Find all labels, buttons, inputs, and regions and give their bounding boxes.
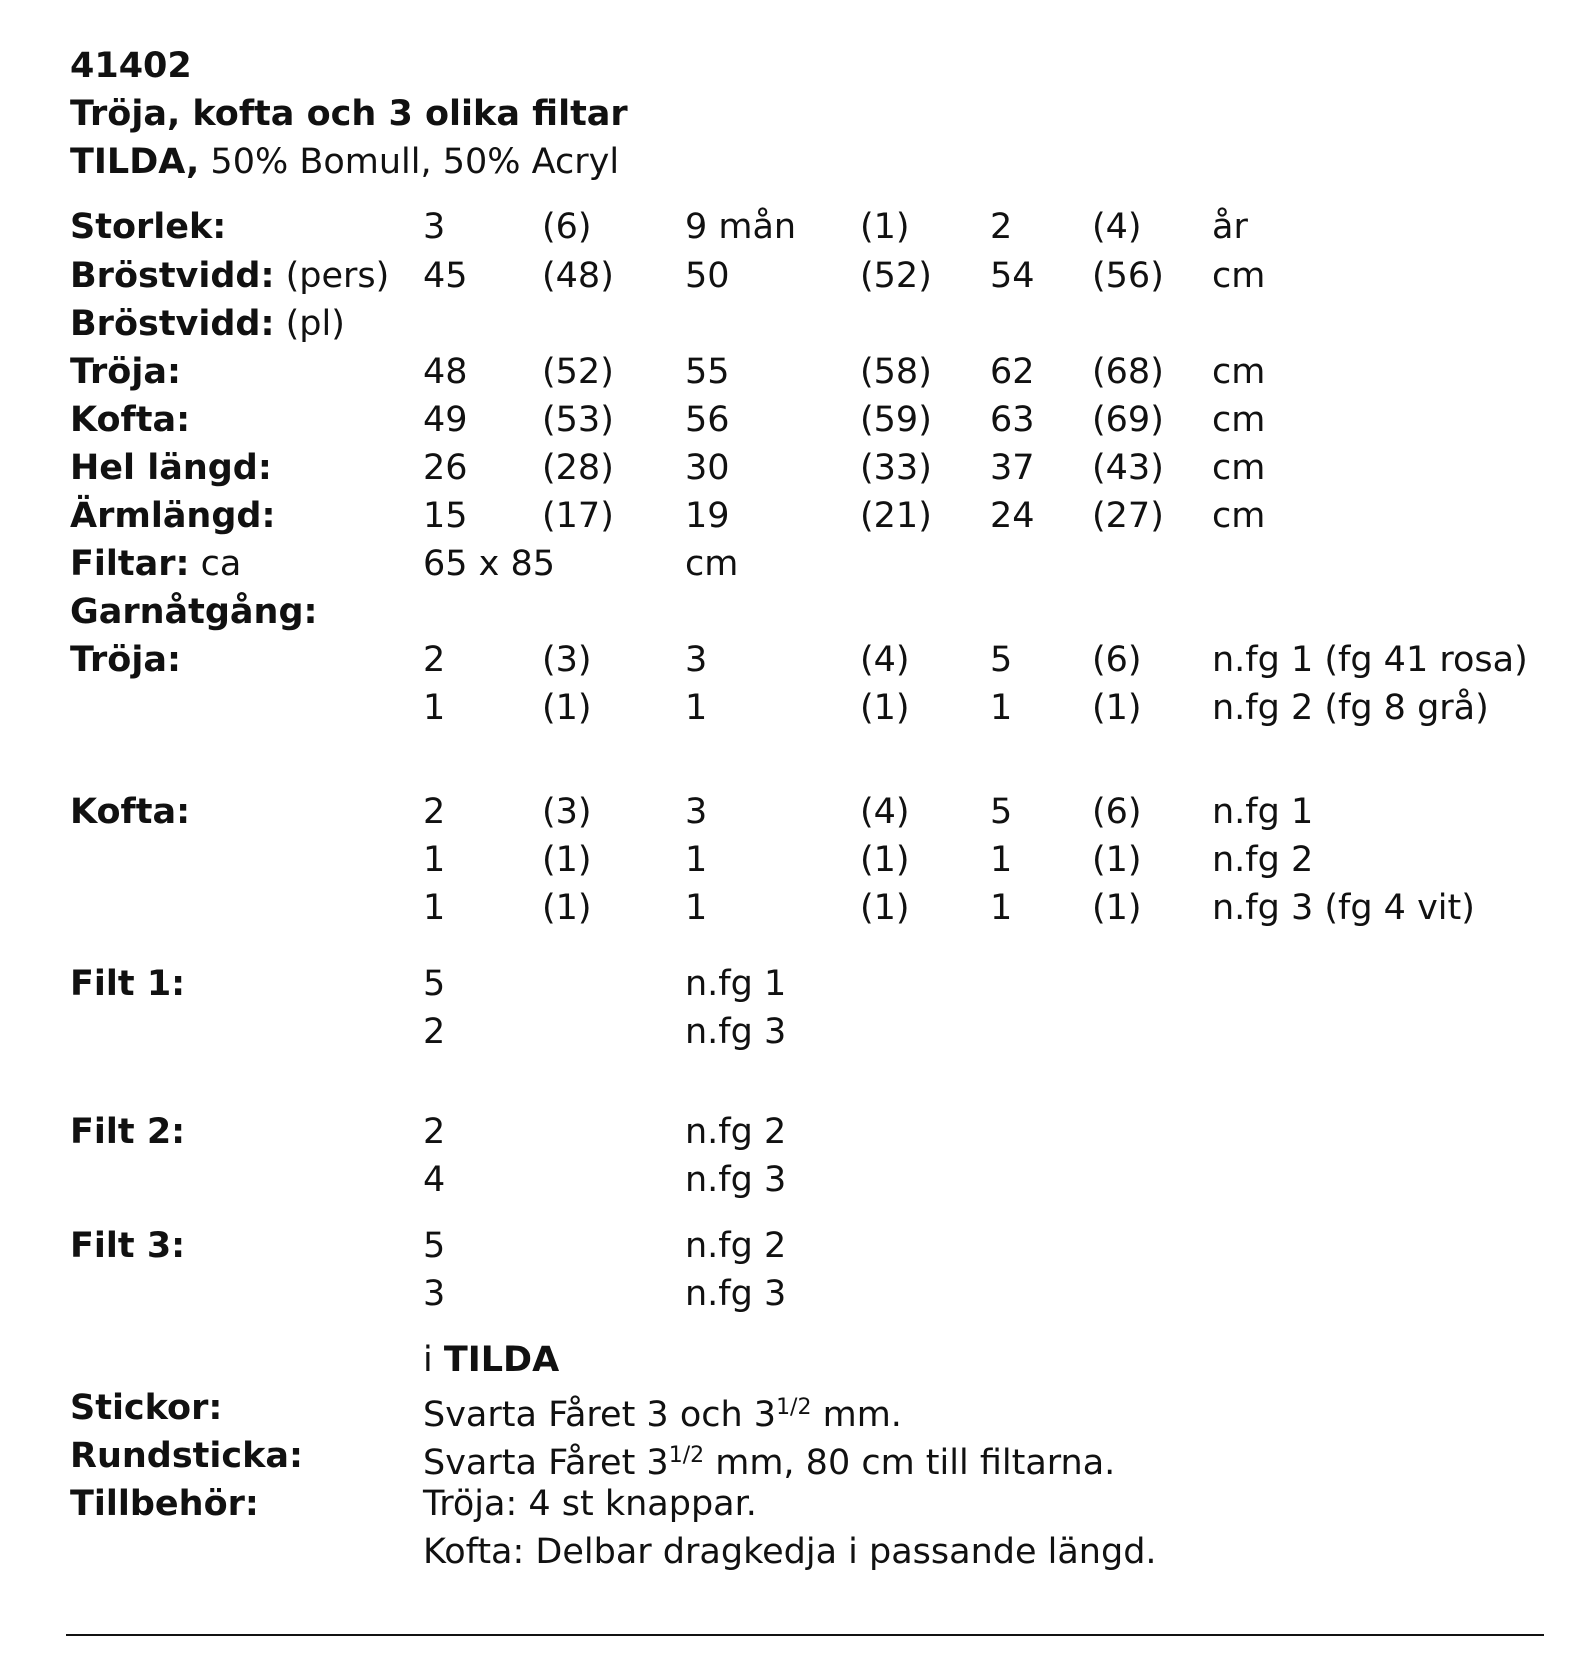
troja-yarn-qty: (4) [860, 640, 910, 680]
troja-measure-value: (68) [1092, 352, 1164, 392]
troja-measure-value: (52) [542, 352, 614, 392]
troja-measure-value: (58) [860, 352, 932, 392]
size-value: (4) [1092, 207, 1142, 247]
circular-text-end: mm, 80 cm till filtarna. [704, 1443, 1116, 1483]
in-tilda-prefix: i [423, 1340, 444, 1380]
filt1-qty: 2 [423, 1012, 446, 1052]
kofta-yarn-qty: 2 [423, 792, 446, 832]
filt3-label: Filt 3: [70, 1226, 186, 1266]
length-value: 26 [423, 448, 468, 488]
kofta-yarn-qty: (6) [1092, 792, 1142, 832]
accessories-line-2: Kofta: Delbar dragkedja i passande längd. [423, 1532, 1157, 1572]
filt1-label: Filt 1: [70, 964, 186, 1004]
troja-yarn-qty: (1) [860, 688, 910, 728]
kofta-yarn-qty: (1) [542, 888, 592, 928]
needles-label: Stickor: [70, 1388, 223, 1428]
bust-label-text: Bröstvidd: [70, 304, 275, 344]
blanket-size-value: 65 x 85 [423, 544, 556, 584]
accessories-line-1: Tröja: 4 st knappar. [423, 1484, 757, 1524]
bust-label-text: Bröstvidd: [70, 256, 275, 296]
kofta-yarn-color: n.fg 1 [1212, 792, 1314, 832]
troja-yarn-qty: (1) [1092, 688, 1142, 728]
size-value: 9 mån [685, 207, 797, 247]
kofta-yarn-qty: (4) [860, 792, 910, 832]
length-value: 37 [990, 448, 1035, 488]
filt2-color: n.fg 3 [685, 1160, 787, 1200]
kofta-yarn-qty: 3 [685, 792, 708, 832]
troja-measure-value: 55 [685, 352, 730, 392]
circular-value [423, 1434, 1115, 1485]
troja-yarn-qty: 1 [423, 688, 446, 728]
size-unit: år [1212, 207, 1248, 247]
needles-text-end: mm. [811, 1395, 902, 1435]
filt3-qty: 3 [423, 1274, 446, 1314]
bust-unit: cm [1212, 256, 1266, 296]
kofta-yarn-qty: 1 [990, 840, 1013, 880]
filt1-qty: 5 [423, 964, 446, 1004]
sleeve-value: 24 [990, 496, 1035, 536]
kofta-yarn-qty: 1 [423, 888, 446, 928]
pattern-title: Tröja, kofta och 3 olika filtar [70, 94, 628, 134]
needles-value [423, 1386, 902, 1437]
troja-measure-value: 48 [423, 352, 468, 392]
troja-yarn-qty: (6) [1092, 640, 1142, 680]
sleeve-value: 15 [423, 496, 468, 536]
sleeve-label: Ärmlängd: [70, 496, 276, 536]
blanket-size-label [70, 542, 241, 586]
kofta-yarn-qty: (1) [542, 840, 592, 880]
sleeve-value: (27) [1092, 496, 1164, 536]
kofta-yarn-label: Kofta: [70, 792, 191, 832]
filt2-label: Filt 2: [70, 1112, 186, 1152]
filt2-qty: 2 [423, 1112, 446, 1152]
size-value: 2 [990, 207, 1013, 247]
kofta-measure-label: Kofta: [70, 400, 191, 440]
kofta-measure-value: (59) [860, 400, 932, 440]
troja-yarn-qty: 3 [685, 640, 708, 680]
in-tilda-name: TILDA [443, 1340, 560, 1380]
yarn-usage-label: Garnåtgång: [70, 592, 318, 632]
kofta-yarn-qty: (1) [860, 888, 910, 928]
troja-yarn-qty: (1) [542, 688, 592, 728]
size-value: (1) [860, 207, 910, 247]
kofta-yarn-qty: 1 [990, 888, 1013, 928]
length-value: (33) [860, 448, 932, 488]
blanket-size-unit: cm [685, 544, 739, 584]
bottom-divider [66, 1634, 1544, 1636]
length-label: Hel längd: [70, 448, 272, 488]
bust-label-suffix: (pl) [274, 304, 345, 344]
size-value: (6) [542, 207, 592, 247]
troja-measure-label: Tröja: [70, 352, 181, 392]
bust-value: 45 [423, 256, 468, 296]
troja-yarn-color: n.fg 1 (fg 41 rosa) [1212, 640, 1528, 680]
accessories-label: Tillbehör: [70, 1484, 259, 1524]
troja-yarn-qty: 1 [990, 688, 1013, 728]
troja-yarn-qty: 2 [423, 640, 446, 680]
length-value: (43) [1092, 448, 1164, 488]
filt3-qty: 5 [423, 1226, 446, 1266]
bust-value: (48) [542, 256, 614, 296]
needles-text: Svarta Fåret 3 och 3 [423, 1395, 777, 1435]
sleeve-value: (17) [542, 496, 614, 536]
pattern-code: 41402 [70, 46, 192, 86]
filt3-color: n.fg 2 [685, 1226, 787, 1266]
size-label: Storlek: [70, 207, 227, 247]
sleeve-unit: cm [1212, 496, 1266, 536]
bust-pl-label [70, 302, 345, 346]
blanket-label-text: Filtar: [70, 544, 190, 584]
troja-measure-value: 62 [990, 352, 1035, 392]
kofta-measure-value: 63 [990, 400, 1035, 440]
kofta-yarn-qty: 5 [990, 792, 1013, 832]
length-value: (28) [542, 448, 614, 488]
kofta-measure-value: (69) [1092, 400, 1164, 440]
filt1-color: n.fg 1 [685, 964, 787, 1004]
troja-yarn-qty: 5 [990, 640, 1013, 680]
kofta-yarn-qty: 1 [685, 888, 708, 928]
yarn-line [70, 140, 619, 184]
troja-yarn-color: n.fg 2 (fg 8 grå) [1212, 688, 1489, 728]
length-value: 30 [685, 448, 730, 488]
bust-value: 54 [990, 256, 1035, 296]
kofta-measure-value: 56 [685, 400, 730, 440]
bust-value: (52) [860, 256, 932, 296]
kofta-yarn-qty: 1 [685, 840, 708, 880]
sleeve-value: 19 [685, 496, 730, 536]
kofta-yarn-qty: 1 [423, 840, 446, 880]
circular-fraction: 1/2 [668, 1443, 705, 1468]
sleeve-value: (21) [860, 496, 932, 536]
circular-text: Svarta Fåret 3 [423, 1443, 669, 1483]
size-value: 3 [423, 207, 446, 247]
blanket-label-suffix: ca [189, 544, 242, 584]
bust-pers-label [70, 254, 389, 298]
needles-fraction: 1/2 [776, 1395, 812, 1420]
filt2-qty: 4 [423, 1160, 446, 1200]
troja-measure-unit: cm [1212, 352, 1266, 392]
in-tilda-note [423, 1338, 559, 1382]
filt1-color: n.fg 3 [685, 1012, 787, 1052]
kofta-measure-value: 49 [423, 400, 468, 440]
kofta-yarn-color: n.fg 2 [1212, 840, 1314, 880]
length-unit: cm [1212, 448, 1266, 488]
filt2-color: n.fg 2 [685, 1112, 787, 1152]
troja-yarn-qty: (3) [542, 640, 592, 680]
troja-yarn-label: Tröja: [70, 640, 181, 680]
circular-label: Rundsticka: [70, 1436, 304, 1476]
kofta-yarn-qty: (1) [860, 840, 910, 880]
bust-value: 50 [685, 256, 730, 296]
kofta-yarn-color: n.fg 3 (fg 4 vit) [1212, 888, 1475, 928]
troja-yarn-qty: 1 [685, 688, 708, 728]
kofta-yarn-qty: (1) [1092, 888, 1142, 928]
yarn-composition: 50% Bomull, 50% Acryl [199, 142, 620, 182]
kofta-measure-unit: cm [1212, 400, 1266, 440]
kofta-yarn-qty: (1) [1092, 840, 1142, 880]
kofta-yarn-qty: (3) [542, 792, 592, 832]
bust-value: (56) [1092, 256, 1164, 296]
yarn-name: TILDA, [70, 142, 200, 182]
kofta-measure-value: (53) [542, 400, 614, 440]
bust-label-suffix: (pers) [274, 256, 390, 296]
filt3-color: n.fg 3 [685, 1274, 787, 1314]
